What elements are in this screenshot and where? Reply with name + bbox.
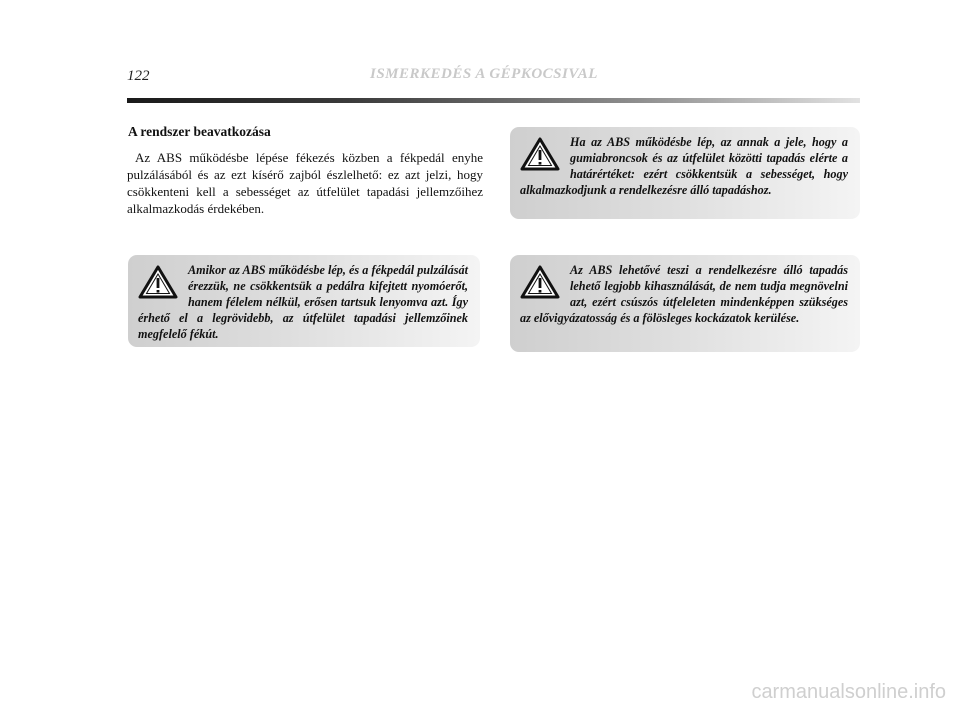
warning-text: Az ABS lehetővé teszi a rendelkezésre álló tapadás lehető legjobb kihasználását, de nem tudja megnövelni azt, ezért csúszós útfeleleten mindenképpen szükséges az elővigyázatosság és a fölösleges kockázatok kerülése.	[520, 263, 848, 325]
warning-text: Amikor az ABS működésbe lép, és a fékpedál pulzálását érezzük, ne csökkentsük a pedálra kifejtett nyomóerőt, hanem félelem nélkül, erősen tartsuk lenyomva azt. Így érhető el a legrövidebb, az útfelület tapadási jellemzőinek megfelelő fékút.	[138, 263, 468, 341]
warning-triangle-icon	[520, 265, 560, 299]
warning-box-pedal-pressure	[128, 255, 480, 347]
section-body-text: Az ABS működésbe lépése fékezés közben a fékpedál enyhe pulzálásából és az ezt kísérő zajból észlelhető: ez azt jelzi, hogy csökkenteni kell a sebességet az útfelület tapadási jellemzőihez alkalmazkodás érdekében.	[127, 150, 483, 216]
chapter-title: ISMERKEDÉS A GÉPKOCSIVAL	[370, 66, 598, 82]
warning-text: Ha az ABS működésbe lép, az annak a jele, hogy a gumiabroncsok és az útfelület közötti tapadás elérte a határértéket: ezért csökkentsük a sebességet, hogy alkalmazkodjunk a rendelkezésre álló tapadáshoz.	[520, 135, 848, 197]
warning-triangle-icon	[138, 265, 178, 299]
warning-box-abs-traction-limit	[510, 127, 860, 219]
watermark: carmanualsonline.info	[751, 681, 946, 703]
section-heading: A rendszer beavatkozása	[128, 124, 271, 139]
warning-box-slippery-road	[510, 255, 860, 352]
page-number: 122	[127, 68, 150, 84]
warning-triangle-icon	[520, 137, 560, 171]
header-rule	[127, 98, 860, 103]
